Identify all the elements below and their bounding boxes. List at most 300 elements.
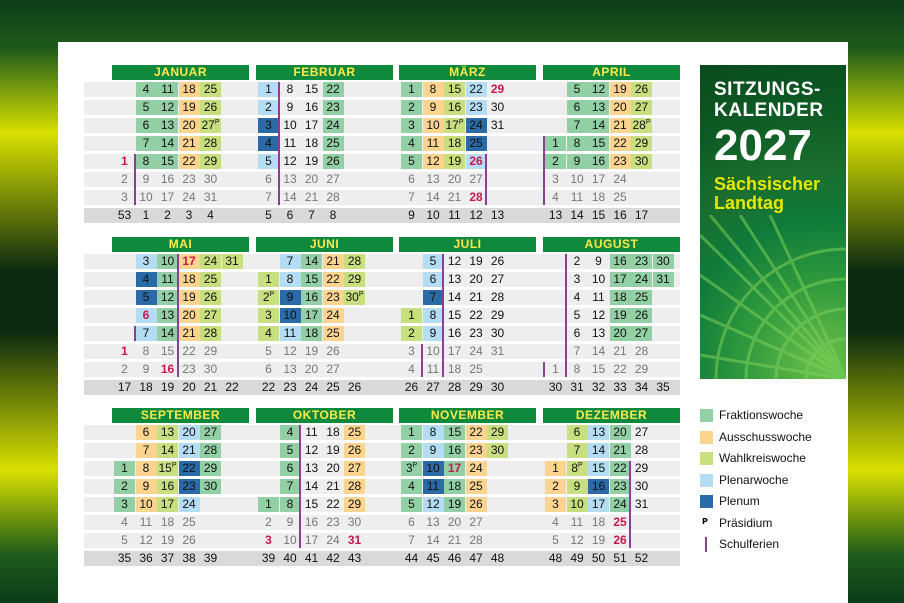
- school-holiday-bar: [565, 254, 567, 377]
- day-cell: 28: [344, 254, 365, 269]
- week-number: 37: [160, 551, 175, 565]
- day-cell: 17: [157, 497, 178, 512]
- day-cell: 29: [490, 308, 505, 322]
- day-cell: 19: [444, 497, 465, 512]
- day-cell: 22: [179, 461, 200, 476]
- week-number: 12: [469, 208, 483, 222]
- week-number: 26: [347, 380, 362, 394]
- day-cell: 6: [265, 362, 272, 376]
- day-cell: 16: [444, 100, 465, 115]
- week-number: 49: [570, 551, 584, 565]
- day-cell: 29: [490, 82, 505, 96]
- school-holiday-bar: [543, 362, 545, 377]
- week-number: 17: [634, 208, 649, 222]
- day-cell: 17: [588, 497, 609, 512]
- day-cell: 12: [157, 290, 178, 305]
- day-cell: 22: [326, 497, 340, 511]
- day-cell: 24: [323, 308, 344, 323]
- day-cell: 23: [326, 515, 340, 529]
- day-cell: 15: [301, 272, 322, 287]
- day-cell: 4: [552, 190, 559, 204]
- week-number: 2: [164, 208, 171, 222]
- day-cell: 30: [347, 515, 362, 529]
- week-number: 26: [404, 380, 419, 394]
- day-cell: 6: [136, 425, 157, 440]
- week-number: 39: [203, 551, 218, 565]
- day-cell: 9: [567, 154, 588, 169]
- day-cell: 10: [426, 344, 440, 358]
- day-cell: 26: [326, 344, 340, 358]
- day-cell: 22: [613, 362, 627, 376]
- title-text: SITZUNGS- KALENDER: [714, 79, 824, 121]
- week-number: 4: [207, 208, 214, 222]
- day-cell: 1: [401, 82, 422, 97]
- day-cell: 11: [283, 136, 297, 150]
- day-cell: 5: [401, 497, 422, 512]
- day-cell: 13: [283, 362, 297, 376]
- day-cell: 2: [121, 362, 128, 376]
- day-cell: 6: [136, 118, 157, 133]
- day-cell: 1: [114, 461, 135, 476]
- day-cell: 13: [591, 326, 606, 340]
- week-number: 44: [404, 551, 419, 565]
- day-cell: 14: [426, 190, 440, 204]
- day-cell: 1: [121, 154, 128, 168]
- day-cell: 19: [179, 290, 200, 305]
- month-header: JANUAR: [112, 65, 249, 80]
- day-cell: 6: [567, 425, 588, 440]
- day-cell: 24: [323, 118, 344, 133]
- day-cell: 16: [610, 254, 631, 269]
- day-cell: 22: [610, 461, 631, 476]
- day-cell: 19: [326, 443, 340, 457]
- day-cell: 25: [466, 479, 487, 494]
- day-cell: 20: [447, 172, 462, 186]
- day-cell: 11: [570, 190, 584, 204]
- legend-label: Präsidium: [719, 515, 773, 530]
- week-number: 13: [548, 208, 563, 222]
- day-cell: 11: [592, 290, 605, 304]
- day-cell: 24: [610, 497, 631, 512]
- day-cell: 19: [591, 533, 606, 547]
- day-cell: 24: [326, 533, 340, 547]
- day-cell: 14: [591, 344, 606, 358]
- day-cell: 15: [160, 344, 175, 358]
- week-number: 35: [117, 551, 132, 565]
- day-cell: 25: [469, 362, 483, 376]
- day-cell: 21: [610, 118, 631, 133]
- day-cell: 31: [203, 190, 218, 204]
- day-cell: 16: [301, 290, 322, 305]
- legend-swatch: [700, 409, 713, 422]
- day-cell: 23: [182, 362, 196, 376]
- day-cell: 5: [136, 290, 157, 305]
- day-cell: 3: [265, 533, 272, 547]
- day-cell: 23: [610, 154, 631, 169]
- week-number: 19: [160, 380, 175, 394]
- day-cell: 23: [323, 290, 344, 305]
- day-cell: 29: [200, 461, 221, 476]
- day-cell: 26: [613, 533, 627, 547]
- day-cell: 31: [653, 272, 674, 287]
- day-cell: 15: [304, 82, 319, 96]
- day-cell: 30: [653, 254, 674, 269]
- day-cell: 26: [466, 497, 487, 512]
- day-cell: 29: [200, 154, 221, 169]
- day-cell: 5: [258, 154, 279, 169]
- day-cell: 2: [114, 479, 135, 494]
- school-holiday-bar: [134, 326, 136, 341]
- day-cell: 9: [595, 254, 602, 268]
- month-header: FEBRUAR: [256, 65, 393, 80]
- legend-label: Wahlkreiswoche: [719, 451, 806, 465]
- day-cell: 31: [634, 497, 649, 511]
- day-cell: 30: [200, 479, 221, 494]
- day-cell: 18: [179, 82, 200, 97]
- day-cell: 20: [179, 425, 200, 440]
- day-cell: 20: [304, 362, 319, 376]
- day-cell: 27: [469, 515, 483, 529]
- day-cell: 14: [588, 443, 609, 458]
- week-number: 13: [490, 208, 505, 222]
- day-cell: 26: [490, 254, 505, 268]
- day-cell: 19: [304, 154, 319, 168]
- day-cell: 24: [631, 272, 652, 287]
- day-cell: 23: [610, 479, 631, 494]
- day-cell: 25: [200, 272, 221, 287]
- day-cell: 30: [490, 100, 505, 114]
- legend-label: Plenum: [719, 494, 760, 508]
- day-cell: 2: [121, 172, 128, 186]
- day-cell: 28: [326, 190, 340, 204]
- day-cell: 10: [136, 497, 157, 512]
- day-cell: 22: [323, 82, 344, 97]
- day-cell: 5: [423, 254, 444, 269]
- day-cell: 2: [265, 515, 272, 529]
- day-cell: 13: [447, 272, 462, 286]
- day-cell: 22: [179, 154, 200, 169]
- day-cell: 11: [570, 515, 584, 529]
- school-holiday-bar: [278, 82, 280, 205]
- day-cell: 23: [631, 254, 652, 269]
- decorative-rays: [700, 215, 846, 379]
- day-cell: 16: [447, 326, 462, 340]
- day-cell: 3: [573, 272, 581, 286]
- day-cell: 27: [200, 425, 221, 440]
- day-cell: 15: [591, 362, 606, 376]
- day-cell: 7: [136, 443, 157, 458]
- day-cell: 28: [469, 190, 483, 204]
- week-number: 53: [117, 208, 132, 222]
- day-cell: 9: [280, 290, 301, 305]
- week-number: 10: [426, 208, 440, 222]
- day-cell: 1: [552, 362, 559, 376]
- school-holiday-bar: [442, 254, 444, 377]
- day-cell: 21: [179, 326, 200, 341]
- day-cell: 29: [487, 425, 508, 440]
- day-cell: 23: [466, 100, 487, 115]
- week-number: 24: [304, 380, 319, 394]
- day-cell: 14: [426, 533, 440, 547]
- day-cell: 20: [179, 118, 200, 133]
- day-cell: 15: [588, 136, 609, 151]
- week-number: 30: [490, 380, 505, 394]
- day-cell: 2: [573, 254, 581, 268]
- day-cell: 12: [570, 533, 584, 547]
- day-cell: 11: [280, 326, 301, 341]
- day-cell: 17: [304, 533, 319, 547]
- day-cell: 2: [258, 100, 279, 115]
- day-cell: 28: [634, 344, 649, 358]
- day-cell: 2: [545, 479, 566, 494]
- day-cell: 20: [610, 425, 631, 440]
- day-cell: 5: [280, 443, 301, 458]
- day-cell: 12: [283, 154, 297, 168]
- day-cell: 7: [136, 326, 157, 341]
- day-cell: 17: [610, 272, 631, 287]
- day-cell: 17: [447, 344, 462, 358]
- day-cell: 3: [136, 254, 157, 269]
- day-cell: 14: [283, 190, 297, 204]
- day-cell: 1: [545, 136, 566, 151]
- day-cell: 4: [121, 515, 128, 529]
- day-cell: 21: [610, 443, 631, 458]
- day-cell: 7: [567, 443, 588, 458]
- day-cell: 1: [545, 461, 566, 476]
- week-number: 16: [613, 208, 627, 222]
- week-number: 42: [326, 551, 340, 565]
- day-cell: 13: [157, 308, 178, 323]
- day-cell: 22: [466, 82, 487, 97]
- day-cell: 13: [426, 172, 440, 186]
- day-cell: 5: [121, 533, 128, 547]
- day-cell: 1: [258, 272, 279, 287]
- month-header: MÄRZ: [399, 65, 536, 80]
- legend-swatch: [700, 474, 713, 487]
- day-cell: 27: [469, 172, 483, 186]
- day-cell: 4: [136, 82, 157, 97]
- day-cell: 3: [258, 308, 279, 323]
- month-header: DEZEMBER: [543, 408, 680, 423]
- day-cell: 27: [631, 100, 652, 115]
- day-cell: 21: [469, 290, 483, 304]
- day-cell: 8: [423, 82, 444, 97]
- month-header: APRIL: [543, 65, 680, 80]
- day-cell: 4: [573, 290, 581, 304]
- day-cell: 14: [157, 326, 178, 341]
- day-cell: 30: [203, 362, 218, 376]
- day-cell: 22: [469, 308, 483, 322]
- day-cell: 20: [610, 100, 631, 115]
- day-cell: 8: [136, 154, 157, 169]
- day-cell: 24: [179, 497, 200, 512]
- day-cell: 5: [136, 100, 157, 115]
- day-cell: 4: [408, 362, 415, 376]
- day-cell: 10: [591, 272, 606, 286]
- day-cell: 1: [258, 82, 279, 97]
- day-cell: 20: [610, 326, 631, 341]
- day-cell: 4: [258, 136, 279, 151]
- week-number: 47: [469, 551, 483, 565]
- day-cell: 10: [280, 308, 301, 323]
- week-number: 41: [304, 551, 319, 565]
- day-cell: 6: [265, 172, 272, 186]
- day-cell: 9: [142, 172, 150, 186]
- title-subtitle: Sächsischer Landtag: [714, 174, 821, 213]
- day-cell: 11: [423, 479, 444, 494]
- day-cell: 14: [588, 118, 609, 133]
- day-cell: 7: [408, 533, 415, 547]
- day-cell: $2^P$: [258, 290, 279, 305]
- day-cell: 18: [301, 326, 322, 341]
- day-cell: 15: [157, 154, 178, 169]
- day-cell: 11: [157, 82, 178, 97]
- day-cell: 9: [423, 443, 444, 458]
- day-cell: 15: [304, 497, 319, 511]
- day-cell: 24: [613, 172, 627, 186]
- day-cell: 25: [344, 425, 365, 440]
- day-cell: 16: [588, 154, 609, 169]
- day-cell: 8: [286, 82, 294, 96]
- day-cell: 18: [160, 515, 175, 529]
- day-cell: 25: [613, 515, 627, 529]
- day-cell: 25: [200, 82, 221, 97]
- day-cell: 8: [423, 308, 444, 323]
- day-cell: 15: [447, 308, 462, 322]
- day-cell: 16: [444, 443, 465, 458]
- week-number: 52: [634, 551, 649, 565]
- day-cell: 13: [426, 515, 440, 529]
- day-cell: 29: [344, 272, 365, 287]
- week-number: 21: [203, 380, 218, 394]
- day-cell: 7: [280, 479, 301, 494]
- week-number: 43: [347, 551, 362, 565]
- day-cell: 19: [179, 100, 200, 115]
- school-holiday-bar: [134, 154, 136, 205]
- day-cell: 16: [160, 172, 175, 186]
- day-cell: 8: [280, 497, 301, 512]
- day-cell: 2: [401, 100, 422, 115]
- day-cell: 3: [114, 497, 135, 512]
- day-cell: 14: [304, 479, 319, 493]
- day-cell: 27: [200, 308, 221, 323]
- week-number: 35: [656, 380, 670, 394]
- day-cell: 24: [466, 118, 487, 133]
- day-cell: 10: [567, 497, 588, 512]
- legend-swatch: [700, 495, 713, 508]
- day-cell: 18: [591, 190, 606, 204]
- day-cell: 17: [301, 308, 322, 323]
- day-cell: 9: [567, 479, 588, 494]
- day-cell: 20: [326, 461, 340, 475]
- day-cell: 8: [280, 272, 301, 287]
- week-number: 50: [591, 551, 606, 565]
- day-cell: 12: [591, 308, 606, 322]
- day-cell: 19: [610, 82, 631, 97]
- day-cell: 7: [423, 290, 444, 305]
- week-number: 40: [283, 551, 297, 565]
- day-cell: 19: [469, 254, 483, 268]
- title-panel: [700, 65, 846, 379]
- day-cell: 25: [182, 515, 196, 529]
- month-header: SEPTEMBER: [112, 408, 249, 423]
- legend-label: Schulferien: [719, 537, 780, 551]
- day-cell: 11: [426, 362, 440, 376]
- day-cell: 11: [157, 272, 178, 287]
- school-holiday-bar: [543, 136, 545, 205]
- day-cell: 29: [203, 344, 218, 358]
- day-cell: 28: [200, 136, 221, 151]
- day-cell: 25: [613, 190, 627, 204]
- day-cell: 28: [634, 443, 649, 457]
- day-cell: 26: [631, 308, 652, 323]
- day-cell: 10: [139, 190, 153, 204]
- week-number: 25: [326, 380, 340, 394]
- day-cell: 17: [160, 190, 175, 204]
- day-cell: 23: [466, 443, 487, 458]
- day-cell: 31: [222, 254, 243, 269]
- day-cell: 28: [469, 533, 483, 547]
- day-cell: 26: [200, 290, 221, 305]
- day-cell: 7: [567, 118, 588, 133]
- week-number: 36: [139, 551, 153, 565]
- day-cell: 2: [401, 443, 422, 458]
- day-cell: 3: [552, 172, 559, 186]
- day-cell: 20: [469, 272, 483, 286]
- legend-label: Plenarwoche: [719, 472, 789, 487]
- day-cell: 16: [304, 515, 319, 529]
- day-cell: 30: [634, 479, 649, 493]
- week-number: 14: [570, 208, 584, 222]
- week-number: 20: [182, 380, 196, 394]
- day-cell: 22: [182, 344, 196, 358]
- week-number: 1: [142, 208, 150, 222]
- day-cell: 6: [136, 308, 157, 323]
- day-cell: 5: [567, 82, 588, 97]
- day-cell: 4: [401, 136, 422, 151]
- day-cell: 14: [157, 443, 178, 458]
- day-cell: 14: [301, 254, 322, 269]
- day-cell: 6: [423, 272, 444, 287]
- day-cell: 4: [552, 515, 559, 529]
- legend-swatch: P: [702, 516, 708, 526]
- day-cell: $15^P$: [158, 461, 177, 475]
- day-cell: 17: [179, 254, 200, 269]
- day-cell: $27^P$: [201, 118, 220, 132]
- day-cell: 4: [258, 326, 279, 341]
- day-cell: 1: [401, 425, 422, 440]
- day-cell: 31: [490, 344, 505, 358]
- day-cell: 26: [466, 154, 487, 169]
- week-number: 15: [591, 208, 606, 222]
- week-number: 5: [265, 208, 272, 222]
- day-cell: 25: [323, 326, 344, 341]
- day-cell: 7: [408, 190, 415, 204]
- day-cell: 5: [401, 154, 422, 169]
- day-cell: 30: [631, 154, 652, 169]
- day-cell: 21: [447, 533, 462, 547]
- legend-swatch: [705, 537, 707, 552]
- day-cell: 3: [401, 118, 422, 133]
- day-cell: 12: [447, 254, 462, 268]
- week-number: 18: [139, 380, 153, 394]
- day-cell: 10: [283, 118, 297, 132]
- day-cell: 17: [304, 118, 319, 132]
- day-cell: 4: [136, 272, 157, 287]
- week-number: 6: [286, 208, 294, 222]
- day-cell: $3^P$: [401, 461, 422, 476]
- day-cell: 16: [304, 100, 319, 114]
